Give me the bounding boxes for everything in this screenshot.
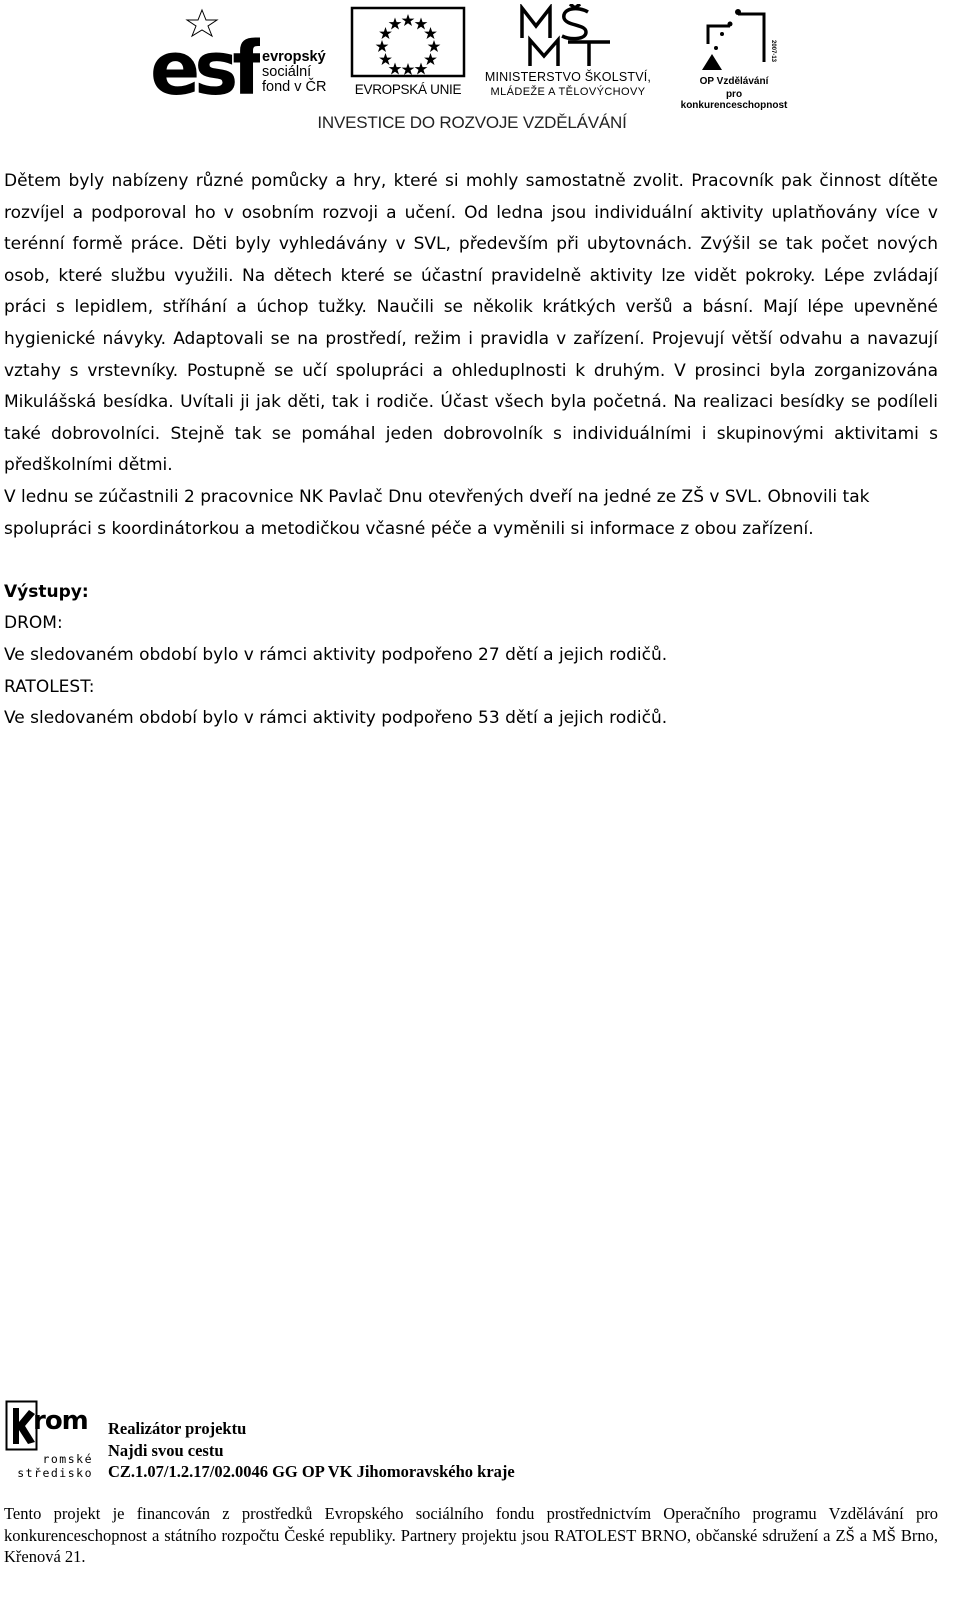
eu-logo xyxy=(350,6,466,98)
ratolest-label: RATOLEST: xyxy=(4,676,95,697)
eu-flag-icon xyxy=(350,6,466,78)
esf-mark-text: esf xyxy=(150,26,259,98)
op-mark-icon xyxy=(672,4,796,74)
realizator-label: Realizátor projektu xyxy=(108,1419,247,1438)
rom-caption xyxy=(5,1452,93,1480)
op-line1: OP Vzdělávání xyxy=(699,76,769,87)
msmt-line2: MLÁDEŽE A TĚLOVÝCHOVY xyxy=(490,86,646,98)
logo-header xyxy=(0,0,960,140)
spacer xyxy=(4,545,938,577)
op-logo xyxy=(672,4,796,111)
funding-note: Tento projekt je financován z prostředků Evropského sociálního fondu prostřednictvím Operačního programu Vzdělávání pro konkurenceschopnost a státního rozpočtu České republiky. Partnery projektu jsou RATOLEST BRNO, občanské sdružení a ZŠ a MŠ Brno, Křenová 21. xyxy=(4,1504,938,1567)
rom-caption-line2: středisko xyxy=(17,1466,93,1480)
msmt-mark-icon xyxy=(470,4,666,68)
esf-line3: fond v ČR xyxy=(262,79,327,95)
drom-label: DROM: xyxy=(4,613,63,634)
drom-text: Ve sledovaném období bylo v rámci aktivity podpořeno 27 dětí a jejich rodičů. xyxy=(4,644,668,665)
eu-caption: EVROPSKÁ UNIE xyxy=(354,82,462,97)
esf-text xyxy=(262,50,326,95)
ratolest-text: Ve sledovaném období bylo v rámci aktivity podpořeno 53 dětí a jejich rodičů. xyxy=(4,708,668,729)
esf-mark-icon xyxy=(150,6,260,98)
outputs-heading: Výstupy: xyxy=(4,581,89,602)
paragraph-activities: Dětem byly nabízeny různé pomůcky a hry, které si mohly samostatně zvolit. Pracovník pak činnost dítěte rozvíjel a podporoval ho v osobním rozvoji a učení. Od ledna jsou individuální aktivity uplatňovány více v terénní formě práce. Děti byly vyhledávány v SVL, především při ubytovnách. Zvýšil se tak počet nových osob, které službu využili. Na dětech které se účastní pravidelně aktivity lze vidět pokroky. Lépe zvládají práci s lepidlem, stříhání a úchop tužky. Naučili se několik krátkých veršů a básní. Mají lépe upevněné hygienické návyky. Adaptovali se na prostředí, režim i pravidla v zařízení. Projevují větší odvahu a navazují vztahy s vrstevníky. Postupně se učí spolupráci a ohleduplnosti k druhým. V prosinci byla zorganizována Mikulášská besídka. Uvítali ji jak děti, tak i rodiče. Účast všech byla početná. Na realizaci besídky se podíleli také dobrovolníci. Stejně tak se pomáhal jeden dobrovolník s individuálními i skupinovými aktivitami s předškolními dětmi. xyxy=(4,171,938,476)
paragraph-cooperation: V lednu se zúčastnili 2 pracovnice NK Pavlač Dnu otevřených dveří na jedné ze ZŠ v SVL. Obnovili tak spolupráci s koordinátorkou a metodičkou včasné péče a vyměnili si informace z obou zařízení. xyxy=(4,486,870,539)
project-name: Najdi svou cestu xyxy=(108,1440,224,1460)
op-years: 2007-13 xyxy=(770,40,776,63)
realizator-block xyxy=(108,1418,515,1483)
msmt-logo xyxy=(470,4,666,100)
esf-line1: evropský xyxy=(262,49,326,65)
msmt-line1: MINISTERSTVO ŠKOLSTVÍ, xyxy=(484,70,652,84)
report-body xyxy=(4,166,938,735)
romske-stredisko-logo xyxy=(5,1400,93,1482)
rom-mark-text: rom xyxy=(33,1406,88,1436)
op-line2: pro konkurenceschopnost xyxy=(680,89,788,111)
project-code: CZ.1.07/1.2.17/02.0046 GG OP VK Jihomoravského kraje xyxy=(108,1462,515,1481)
esf-logo xyxy=(150,6,340,98)
investice-tagline: INVESTICE DO ROZVOJE VZDĚLÁVÁNÍ xyxy=(317,113,627,132)
rom-caption-line1: romské xyxy=(42,1452,93,1466)
esf-line2: sociální xyxy=(262,64,312,80)
